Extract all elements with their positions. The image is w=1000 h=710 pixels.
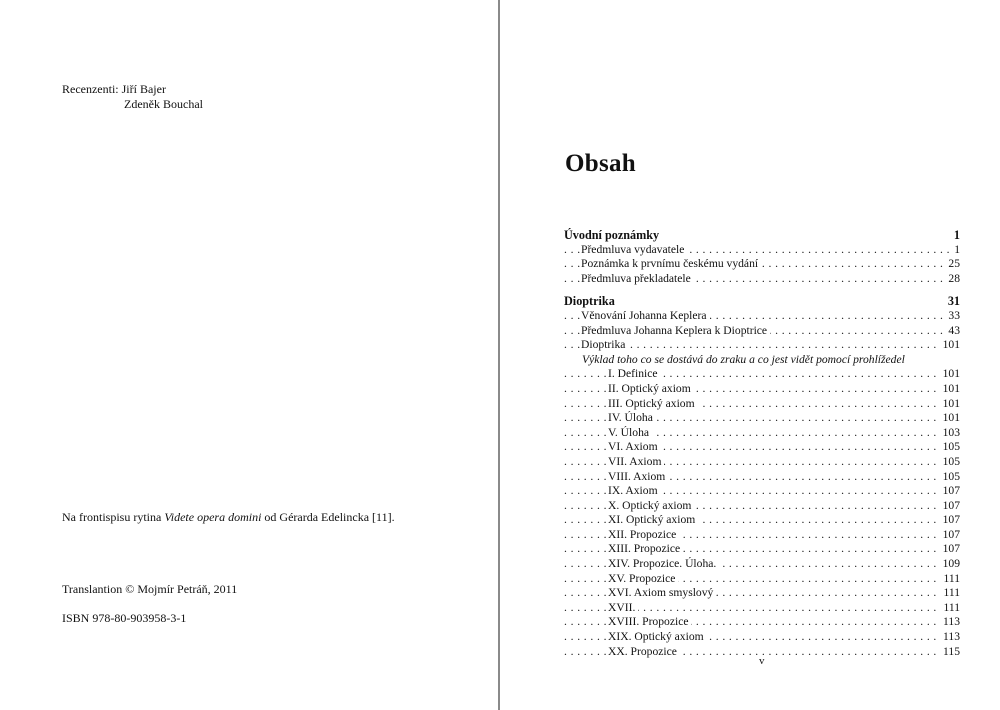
- toc-entry-label: XII. Propozice: [608, 528, 679, 541]
- toc-entry-label: XIII. Propozice: [608, 542, 683, 555]
- isbn: ISBN 978-80-903958-3-1: [62, 611, 187, 625]
- toc-entry[interactable]: [564, 484, 960, 499]
- toc-entry[interactable]: [564, 528, 960, 543]
- toc-entry-label: I. Definice: [608, 367, 661, 380]
- toc-entry-page: 101: [940, 411, 960, 426]
- toc-entry-label: Předmluva překladatele: [581, 272, 694, 285]
- toc-entry[interactable]: [564, 586, 960, 601]
- toc-entry-label: IV. Úloha: [608, 411, 656, 424]
- toc-entry-page: 105: [940, 440, 960, 455]
- toc-entry[interactable]: [564, 309, 960, 324]
- toc-entry[interactable]: [564, 557, 960, 572]
- toc-entry-page: 111: [940, 572, 960, 587]
- table-of-contents: [564, 228, 960, 659]
- toc-entry-page: 31: [945, 294, 960, 309]
- toc-entry-page: 1: [951, 243, 960, 258]
- toc-entry-page: 111: [940, 601, 960, 616]
- toc-entry-label: V. Úloha: [608, 426, 652, 439]
- toc-entry-page: 107: [940, 542, 960, 557]
- toc-entry-page: 28: [945, 272, 960, 287]
- page-number: v: [759, 655, 765, 667]
- toc-entry-label: XIV. Propozice. Úloha.: [608, 557, 719, 570]
- toc-entry-label: II. Optický axiom: [608, 382, 694, 395]
- toc-entry-label: X. Optický axiom: [608, 499, 694, 512]
- toc-entry-label: Výklad toho co se dostává do zraku a co jest vidět pomocí prohlížedel: [582, 353, 908, 366]
- toc-entry-label: XVII.: [608, 601, 638, 614]
- toc-entry-label: XX. Propozice: [608, 645, 680, 658]
- toc-entry-page: 111: [940, 586, 960, 601]
- toc-entry-label: Věnování Johanna Keplera: [581, 309, 710, 322]
- frontispiece-note: [62, 510, 395, 525]
- toc-entry[interactable]: [564, 440, 960, 455]
- reviewer-1: Jiří Bajer: [121, 82, 166, 96]
- toc-entry[interactable]: [564, 382, 960, 397]
- toc-entry-label: Dioptrika: [564, 294, 618, 308]
- reviewers-label: Recenzenti:: [62, 82, 119, 96]
- toc-entry-page: 107: [940, 484, 960, 499]
- toc-entry-page: 107: [940, 528, 960, 543]
- page-title: Obsah: [565, 150, 636, 177]
- toc-entry-page: 109: [940, 557, 960, 572]
- toc-entry[interactable]: [564, 513, 960, 528]
- toc-entry[interactable]: [564, 499, 960, 514]
- toc-entry-page: 101: [940, 382, 960, 397]
- toc-entry[interactable]: [564, 397, 960, 412]
- left-page: [0, 0, 498, 710]
- toc-entry-page: 113: [940, 630, 960, 645]
- toc-entry-label: VIII. Axiom: [608, 470, 668, 483]
- toc-entry-label: Úvodní poznámky: [564, 228, 662, 242]
- toc-entry[interactable]: [564, 542, 960, 557]
- copyright-icon: ©: [125, 582, 135, 596]
- toc-entry-page: 25: [945, 257, 960, 272]
- toc-entry-label: XVI. Axiom smyslový: [608, 586, 716, 599]
- toc-entry[interactable]: [564, 601, 960, 616]
- right-page: [502, 0, 1000, 710]
- toc-entry[interactable]: [564, 572, 960, 587]
- frontispiece-prefix: Na frontispisu rytina: [62, 510, 165, 524]
- toc-entry-label: Dioptrika: [581, 338, 628, 351]
- toc-entry[interactable]: [564, 455, 960, 470]
- toc-entry-label: VI. Axiom: [608, 440, 661, 453]
- toc-entry-label: Předmluva vydavatele: [581, 243, 687, 256]
- toc-entry-page: 101: [940, 338, 960, 353]
- toc-entry[interactable]: [564, 353, 960, 368]
- toc-entry[interactable]: [564, 630, 960, 645]
- toc-entry-page: 113: [940, 615, 960, 630]
- toc-entry-page: 107: [940, 513, 960, 528]
- toc-entry-page: 105: [940, 455, 960, 470]
- toc-entry[interactable]: [564, 294, 960, 309]
- toc-entry[interactable]: [564, 615, 960, 630]
- toc-entry-page: 107: [940, 499, 960, 514]
- toc-entry[interactable]: [564, 470, 960, 485]
- toc-entry-page: 115: [940, 645, 960, 660]
- toc-entry[interactable]: [564, 426, 960, 441]
- toc-entry[interactable]: [564, 367, 960, 382]
- toc-entry-label: XI. Optický axiom: [608, 513, 698, 526]
- toc-entry-label: Poznámka k prvnímu českému vydání: [581, 257, 761, 270]
- toc-entry-label: XV. Propozice: [608, 572, 678, 585]
- toc-entry[interactable]: [564, 324, 960, 339]
- toc-entry-page: 33: [945, 309, 960, 324]
- toc-entry-label: VII. Axiom: [608, 455, 664, 468]
- toc-entry[interactable]: [564, 228, 960, 243]
- toc-entry-page: 43: [945, 324, 960, 339]
- toc-entry-label: IX. Axiom: [608, 484, 661, 497]
- toc-entry[interactable]: [564, 272, 960, 287]
- page-divider: [498, 0, 500, 710]
- translation-line: [62, 582, 237, 597]
- toc-entry-label: XIX. Optický axiom: [608, 630, 707, 643]
- toc-entry[interactable]: [564, 411, 960, 426]
- toc-entry[interactable]: [564, 243, 960, 258]
- toc-entry-label: III. Optický axiom: [608, 397, 698, 410]
- reviewers-line: [62, 82, 166, 97]
- toc-entry-page: 103: [940, 426, 960, 441]
- translation-label: Translantion: [62, 582, 123, 596]
- toc-entry[interactable]: [564, 338, 960, 353]
- frontispiece-suffix: od Gérarda Edelincka [11].: [261, 510, 395, 524]
- toc-entry[interactable]: [564, 257, 960, 272]
- translation-holder: Mojmír Petráň, 2011: [137, 582, 238, 596]
- toc-entry-page: 101: [940, 367, 960, 382]
- toc-entry-label: Předmluva Johanna Keplera k Dioptrice: [581, 324, 770, 337]
- reviewer-2: Zdeněk Bouchal: [124, 97, 203, 111]
- frontispiece-title: Videte opera domini: [164, 510, 262, 524]
- toc-entry-page: 1: [951, 228, 960, 243]
- toc-entry-label: XVIII. Propozice: [608, 615, 691, 628]
- toc-entry-page: 105: [940, 470, 960, 485]
- toc-entry-page: 101: [940, 397, 960, 412]
